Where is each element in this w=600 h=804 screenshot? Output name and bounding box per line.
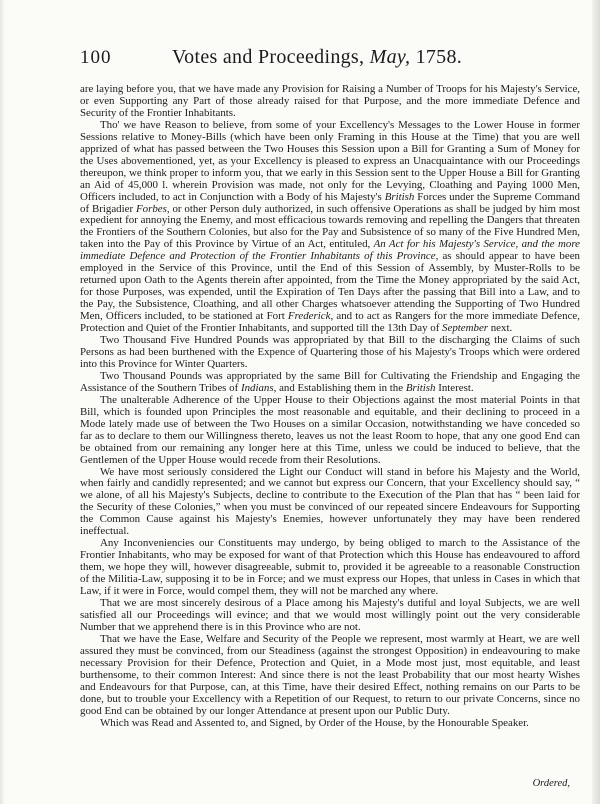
paragraph xyxy=(80,395,580,467)
italic-text-run: Frederick xyxy=(287,310,331,323)
text-run: Which was Read and Assented to, and Signed, by Order of the House, by the Honourable Speaker. xyxy=(100,716,529,729)
paragraph xyxy=(80,120,580,335)
italic-text-run: British xyxy=(405,381,436,394)
text-run: Two Thousand Five Hundred Pounds was appropriated by that Bill to the discharging the Claims of such Persons as had been burthened with the Expence of Quartering those of his Majesty's Troops which were ordered into this Province for Winter Quarters. xyxy=(80,334,580,370)
running-title-prefix: Votes and Proceedings, xyxy=(172,46,370,68)
page-header xyxy=(80,46,580,76)
text-run: That we are most sincerely desirous of a Place among his Majesty's dutiful and loyal Subjects, we are well satisfied all our Proceedings will evince; and that we would most willingly point out the very considerable Number that we apprehend there is in this Province who are not. xyxy=(80,596,580,633)
paragraph xyxy=(80,634,580,718)
text-run: Two Thousand Pounds was appropriated by the same Bill for Cultivating the Friendship and Engaging the Assistance of the Southern Tribes of xyxy=(80,369,580,394)
text-run: Any Inconveniencies our Constituents may undergo, by being obliged to march to the Assistance of the Frontier Inhabitants, who may be exposed for want of that Protection which this House has endeavoured to afford them, we hope they will, however disagreeable, submit to, provided it be agreeable to a reasonable Construction of the Militia-Law, supposing it to be in Force; and we must express our Hopes, that unless in Cases in which that Law, if it were in Force, would compel them, they will not be marched any where. xyxy=(80,537,580,598)
text-run: We have most seriously considered the Light our Conduct will stand in before his Majesty and the World, when fairly and candidly represented; and we cannot but express our Concern, that your Excellency should say, “ we alone, of all his Majesty's Subjects, decline to contribute to the Execution of the Plan that has “ been laid for the Security of these Colonies,” when you must be convinced of our repeated sincere Endeavours for Supporting the Common Cause against his Majesty's Enemies, however unfortunately they may have been rendered ineffectual. xyxy=(80,465,580,538)
body-text xyxy=(80,84,580,729)
italic-text-run: Indians xyxy=(240,381,274,394)
page-number: 100 xyxy=(80,47,112,68)
italic-text-run: British xyxy=(384,190,415,203)
text-run: The unalterable Adherence of the Upper House to their Objections against the most material Points in that Bill, which is founded upon Principles the most reasonable and equitable, and their declining to proceed in a Mode lately made use of between the Two Houses on a similar Occasion, notwithstanding we have conceded so far as to declare to them our Willingness thereto, leaves us not the least Room to hope, that any one good End can be obtained from our remaining any longer here at this Time, unless we could be induced to believe, that the Gentlemen of the Upper House would recede from their Resolutions. xyxy=(80,393,580,466)
scan-edge-left xyxy=(0,0,5,804)
paragraph xyxy=(80,598,580,634)
text-run: Forces under the Supreme Command of Brigadier xyxy=(80,190,580,215)
text-run: That we have the Ease, Welfare and Security of the People we represent, most warmly at Heart, we are well assured they must be convinced, from our Steadiness (against the strongest Opposition) in endeavouring to make necessary Provision for their Defence, Protection and Quiet, in a Mode most just, most equitable, and least burthensome, to their common Interest: And since there is not the least Probability that our most hearty Wishes and Endeavours for that Purpose, can, at this Time, have their desired Effect, nothing remains on our Parts to be done, but to trouble your Excellency with a Repetition of our Request, to return to our private Concerns, since no good End can be obtained by our longer Attendance at present upon our Public Duty. xyxy=(80,632,580,717)
text-run: , or other Person duly authorized, in such offensive Operations as shall be judged by him most expedient for annoying the Enemy, and most efficacious towards removing and repelling the Dangers that threaten the Frontiers of the Southern Colonies, but also for the Pay and Subsistence of so many of the Five Hundred Men, taken into the Pay of this Province by Virtue of an Act, entituled, xyxy=(80,202,580,251)
paragraph xyxy=(80,538,580,598)
italic-text-run: Forbes xyxy=(135,202,167,215)
scan-edge-right xyxy=(592,0,600,804)
running-title xyxy=(172,46,462,69)
paragraph xyxy=(80,335,580,371)
text-run: next. xyxy=(488,322,513,335)
paragraph xyxy=(80,371,580,395)
paragraph xyxy=(80,84,580,120)
running-title-year: 1758. xyxy=(410,46,463,68)
text-run: Interest. xyxy=(435,381,474,394)
catchword: Ordered, xyxy=(532,778,570,789)
text-run: are laying before you, that we have made any Provision for Raising a Number of Troops for his Majesty's Service, or even Supporting any Part of those already raised for that Purpose, and the more immediate Defence and Security of the Frontier Inhabitants. xyxy=(80,83,580,119)
running-title-month: May, xyxy=(369,46,411,68)
text-run: , and Establishing them in the xyxy=(273,381,406,394)
text-run: , as should appear to have been employed in the Service of this Province, until the End of this Session of Assembly, by Muster-Rolls to be returned upon Oath to the Agents therein after appointed, from the Time the Money appropriated by the said Act, for those Purposes, was expended, until the Expiration of Ten Days after the passing that Bill into a Law, and to the Pay, the Subsistence, Cloathing, and all other Charges whatsoever attending the Supporting of Two Hundred Men, Officers included, to be stationed at Fort xyxy=(80,250,580,323)
italic-text-run: An Act for his Majesty's Service, and the more immediate Defence and Protection of the Frontier Inhabitants of this Province xyxy=(80,238,581,263)
italic-text-run: September xyxy=(442,322,489,335)
text-run: Tho' we have Reason to believe, from some of your Excellency's Messages to the Lower House in former Sessions relative to Money-Bills (which have been only Framing in this House at the Time) that you are well apprized of what has passed between the Two Houses this Session upon a Bill for Granting a Sum of Money for the Uses abovementioned, yet, as your Excellency is pleased to express an Unacquaintance with our Proceedings thereupon, we think proper to inform you, that we early in this Session sent to the Upper House a Bill for Granting an Aid of 45,000 l. wherein Provision was made, not only for the Levying, Cloathing and Paying 1000 Men, Officers included, to act in Conjunction with a Body of his Majesty's xyxy=(80,118,580,203)
text-run: , and to act as Rangers for the more immediate Defence, Protection and Quiet of the Frontier Inhabitants, and supported till the 13th Day of xyxy=(80,310,580,335)
paragraph xyxy=(80,467,580,539)
paragraph xyxy=(80,718,580,730)
